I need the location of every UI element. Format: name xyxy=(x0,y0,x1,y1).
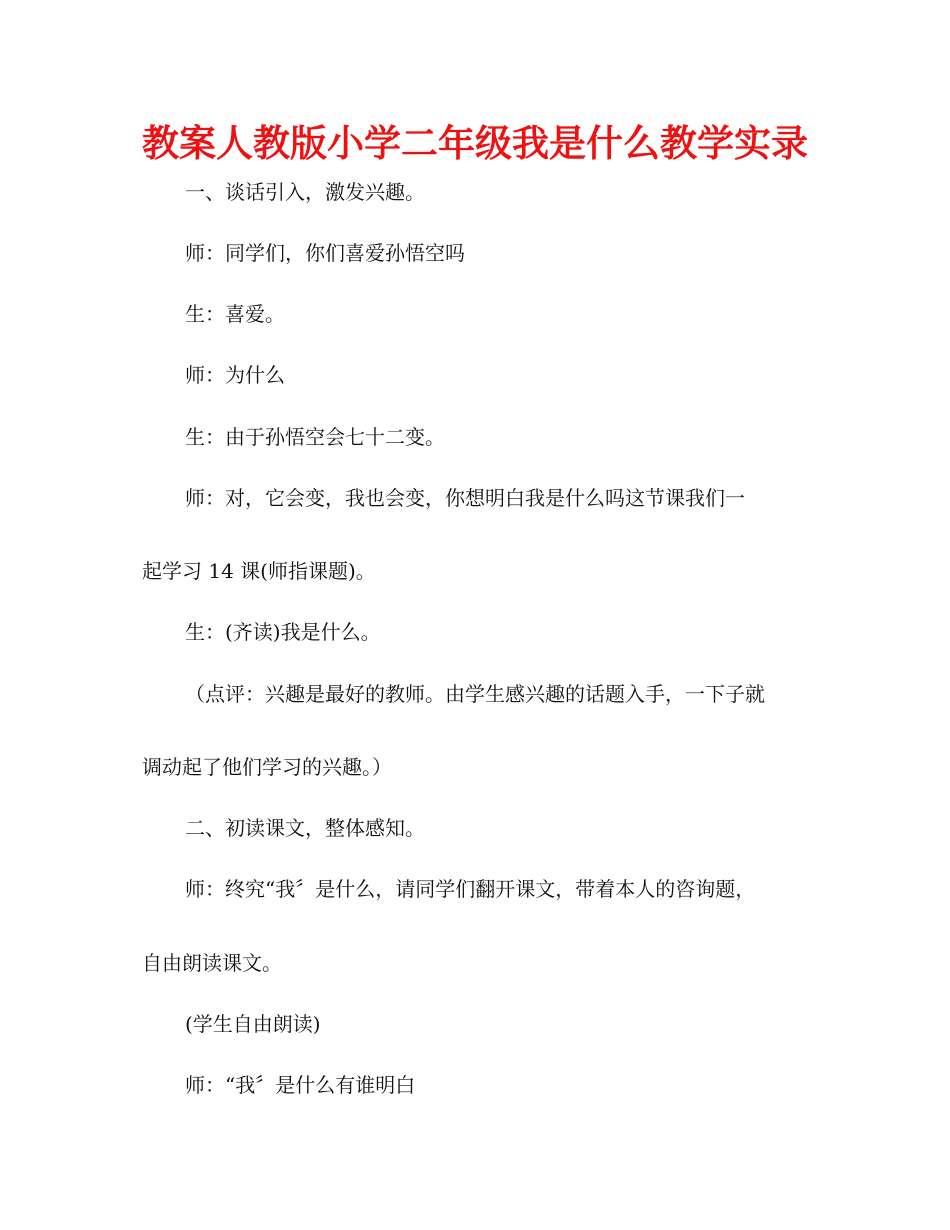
paragraph-line: 生：(齐读)我是什么。 xyxy=(185,620,381,644)
paragraph-line: 一、谈话引入，激发兴趣。 xyxy=(185,180,425,204)
paragraph-line: 二、初读课文，整体感知。 xyxy=(185,816,425,840)
paragraph-line: 自由朗读课文。 xyxy=(142,951,282,975)
paragraph-line: 师：“我〞是什么有谁明白 xyxy=(185,1073,416,1097)
paragraph-line: 师：终究“我〞是什么，请同学们翻开课文，带着本人的咨询题， xyxy=(185,877,756,901)
paragraph-line: （点评：兴趣是最好的教师。由学生感兴趣的话题入手，一下子就 xyxy=(185,682,765,706)
paragraph-line: 生：由于孙悟空会七十二变。 xyxy=(185,425,445,449)
document-title: 教案人教版小学二年级我是什么教学实录 xyxy=(142,122,808,165)
paragraph-line: 生：喜爱。 xyxy=(185,302,285,326)
paragraph-line: 起学习 14 课(师指课题)。 xyxy=(142,559,376,583)
paragraph-line: 调动起了他们学习的兴趣。） xyxy=(142,755,392,779)
paragraph-line: 师：为什么 xyxy=(185,363,285,387)
paragraph-line: 师：同学们，你们喜爱孙悟空吗 xyxy=(185,241,465,265)
paragraph-line: (学生自由朗读) xyxy=(185,1012,321,1036)
paragraph-line: 师：对，它会变，我也会变，你想明白我是什么吗这节课我们一 xyxy=(185,486,745,510)
